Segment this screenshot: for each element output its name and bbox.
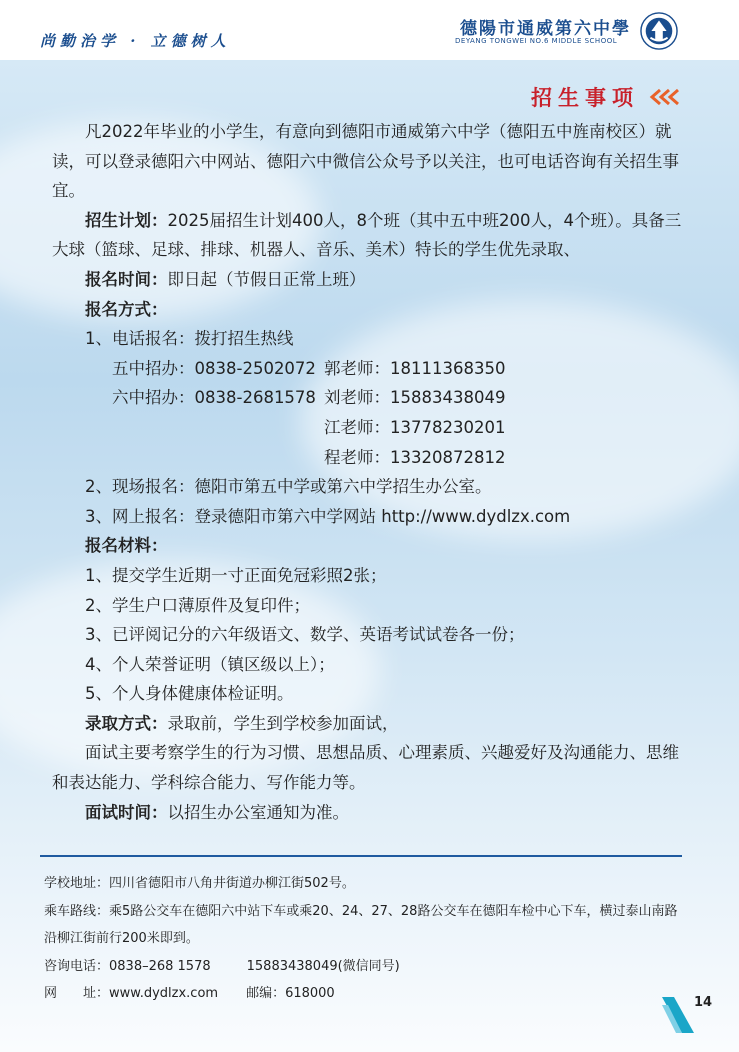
time-text: 即日起（节假日正常上班）: [167, 269, 366, 289]
material-item: 3、已评阅记分的六年级语文、数学、英语考试试卷各一份；: [85, 625, 525, 645]
material-item: 5、个人身体健康体检证明。: [85, 684, 294, 704]
online-item: 3、网上报名：登录德阳市第六中学网站 http://www.dydlzx.com: [85, 506, 571, 526]
time-paragraph: [52, 265, 682, 295]
plan-paragraph: [52, 206, 682, 265]
page-number: 14: [694, 995, 713, 1010]
plan-text: 2025届招生计划400人，8个班（其中五中班200人，4个班）。具备三大球（篮球、足球、排球、机器人、音乐、美术）特长的学生优先录取、: [52, 210, 682, 260]
slogan: 尚勤治学 · 立德树人: [40, 32, 231, 50]
hotline-row: [52, 413, 682, 443]
material-item: 1、提交学生近期一寸正面免冠彩照2张；: [85, 565, 387, 585]
method-label: 报名方式：: [85, 299, 168, 319]
office-phone: 五中招办：0838-2502072: [112, 358, 316, 378]
material-item: 2、学生户口薄原件及复印件；: [85, 595, 310, 615]
intro-paragraph: 凡2022年毕业的小学生，有意向到德阳市通威第六中学（德阳五中旌南校区）就读，可以登录德阳六中网站、德阳六中微信公众号予以关注，也可电话咨询有关招生事宜。: [52, 122, 679, 201]
contact-phone: [44, 953, 684, 981]
hotline-row: [52, 443, 682, 473]
corner-stripe-icon: [660, 995, 696, 1035]
material-item: 4、个人荣誉证明（镇区级以上）；: [85, 654, 335, 674]
page-header: [0, 0, 739, 60]
school-name-en: DEYANG TONGWEI NO.6 MIDDLE SCHOOL: [455, 37, 618, 45]
school-logo-icon: [640, 12, 678, 50]
website-row: [44, 980, 684, 1008]
teacher-phone: 程老师：13320872812: [324, 447, 506, 467]
hotline-row: [52, 354, 682, 384]
admission-detail: 面试主要考察学生的行为习惯、思想品质、心理素质、兴趣爱好及沟通能力、思维和表达能力、学科综合能力、写作能力等。: [52, 743, 679, 793]
contact-footer: [44, 870, 684, 1008]
interview-label: 面试时间：: [85, 802, 168, 822]
admission-content: [52, 117, 682, 827]
teacher-phone: 江老师：13778230201: [324, 417, 506, 437]
interview-paragraph: [52, 798, 682, 828]
website: 网 址：www.dydlzx.com: [44, 986, 219, 1001]
postcode: 邮编：618000: [246, 986, 335, 1001]
school-name-cn: 德陽市通威第六中學: [460, 19, 631, 39]
admission-text: 录取前，学生到学校参加面试，: [167, 713, 399, 733]
plan-label: 招生计划：: [85, 210, 168, 230]
bus-route: 乘车路线：乘5路公交车在德阳六中站下车或乘20、24、27、28路公交车在德阳车检中心下车，横过泰山南路沿柳江街前行200米即到。: [44, 903, 678, 946]
office-phone: [52, 413, 324, 443]
teacher-phone: 刘老师：15883438049: [324, 388, 506, 408]
school-address: 学校地址：四川省德阳市八角井街道办柳江街502号。: [44, 876, 355, 891]
time-label: 报名时间：: [85, 269, 168, 289]
office-phone: [52, 443, 324, 473]
phone-item: 1、电话报名：拨打招生热线: [85, 329, 294, 349]
section-title: 招生事项: [531, 85, 639, 110]
office-phone: 六中招办：0838-2681578: [112, 388, 316, 408]
footer-divider: [40, 855, 682, 857]
materials-label: 报名材料：: [85, 536, 168, 556]
interview-text: 以招生办公室通知为准。: [167, 802, 349, 822]
phone-primary: 咨询电话：0838–268 1578: [44, 958, 211, 974]
admission-paragraph: [52, 709, 682, 739]
admission-label: 录取方式：: [85, 713, 168, 733]
teacher-phone: 郭老师：18111368350: [324, 358, 506, 378]
hotline-row: [52, 383, 682, 413]
chevron-left-icon: [648, 87, 684, 107]
phone-wechat: 15883438049(微信同号): [246, 958, 400, 974]
onsite-item: 2、现场报名：德阳市第五中学或第六中学招生办公室。: [85, 477, 492, 497]
